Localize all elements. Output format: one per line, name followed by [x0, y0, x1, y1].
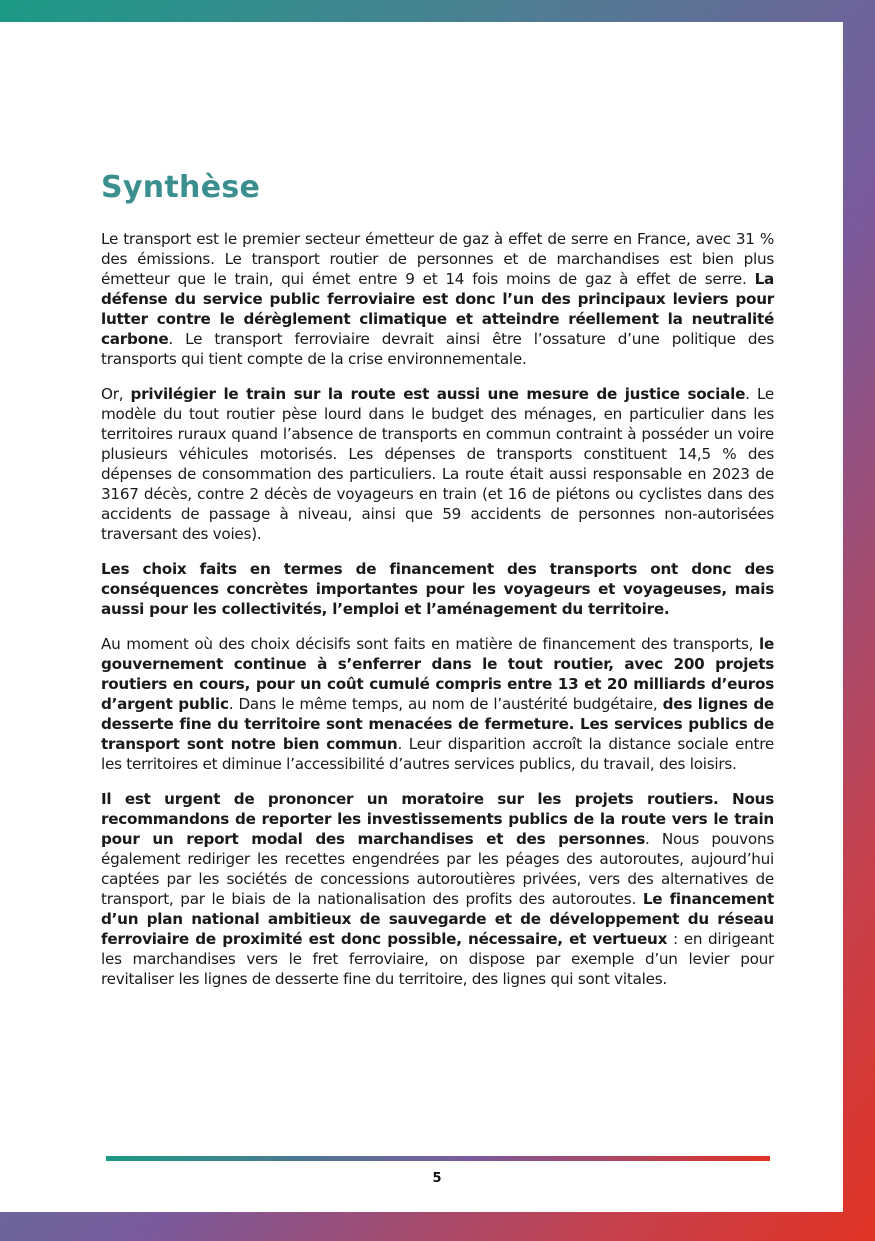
footer-gradient-rule — [106, 1156, 770, 1161]
paragraph-4: Au moment où des choix décisifs sont faits en matière de financement des transports, le gouvernement continue à s’enferrer dans le tout routier, avec 200 projets routiers en cours, pour un coût cumulé compris entre 13 et 20 milliards d’euros d’argent public. Dans le même temps, au nom de l’austérité budgétaire, des lignes de desserte fine du territoire sont menacées de fermeture. Les services publics de transport sont notre bien commun. Leur disparition accroît la distance sociale entre les territoires et diminue l’accessibilité d’autres services publics, du travail, des loisirs. — [101, 635, 774, 773]
paragraph-2: Or, privilégier le train sur la route est aussi une mesure de justice sociale. Le modèle du tout routier pèse lourd dans le budget des ménages, en particulier dans les territoires ruraux quand l’absence de transports en commun contraint à posséder un voire plusieurs véhicules motorisés. Les dépenses de transports constituent 14,5 % des dépenses de consommation des particuliers. La route était aussi responsable en 2023 de 3167 décès, contre 2 décès de voyageurs en train (et 16 de piétons ou cyclistes dans des accidents de passage à niveau, ainsi que 59 accidents de personnes non-autorisées traversant des voies). — [101, 385, 774, 543]
paragraph-5: Il est urgent de prononcer un moratoire sur les projets routiers. Nous recommandons de reporter les investissements publics de la route vers le train pour un report modal des marchandises et des personnes. Nous pouvons également rediriger les recettes engendrées par les péages des autoroutes, aujourd’hui captées par les sociétés de concessions autoroutières privées, vers des alternatives de transport, par le biais de la nationalisation des profits des autoroutes. Le financement d’un plan national ambitieux de sauvegarde et de développement du réseau ferroviaire de proximité est donc possible, nécessaire, et vertueux : en dirigeant les marchandises vers le fret ferroviaire, on dispose par exemple d’un levier pour revitaliser les lignes de desserte fine du territoire, des lignes qui sont vitales. — [101, 790, 775, 988]
body-text — [101, 229, 774, 1004]
page-title: Synthèse — [101, 170, 261, 205]
page-number: 5 — [432, 1171, 442, 1186]
paragraph-3: Les choix faits en termes de financement des transports ont donc des conséquences concrètes importantes pour les voyageurs et voyageuses, mais aussi pour les collectivités, l’emploi et l’aménagement du territoire. — [101, 560, 774, 618]
paragraph-1: Le transport est le premier secteur émetteur de gaz à effet de serre en France, avec 31 % des émissions. Le transport routier de personnes et de marchandises est bien plus émetteur que le train, qui émet entre 9 et 14 fois moins de gaz à effet de serre. La défense du service public ferroviaire est donc l’un des principaux leviers pour lutter contre le dérèglement climatique et atteindre réellement la neutralité carbone. Le transport ferroviaire devrait ainsi être l’ossature d’une politique des transports qui tient compte de la crise environnementale. — [101, 230, 774, 368]
